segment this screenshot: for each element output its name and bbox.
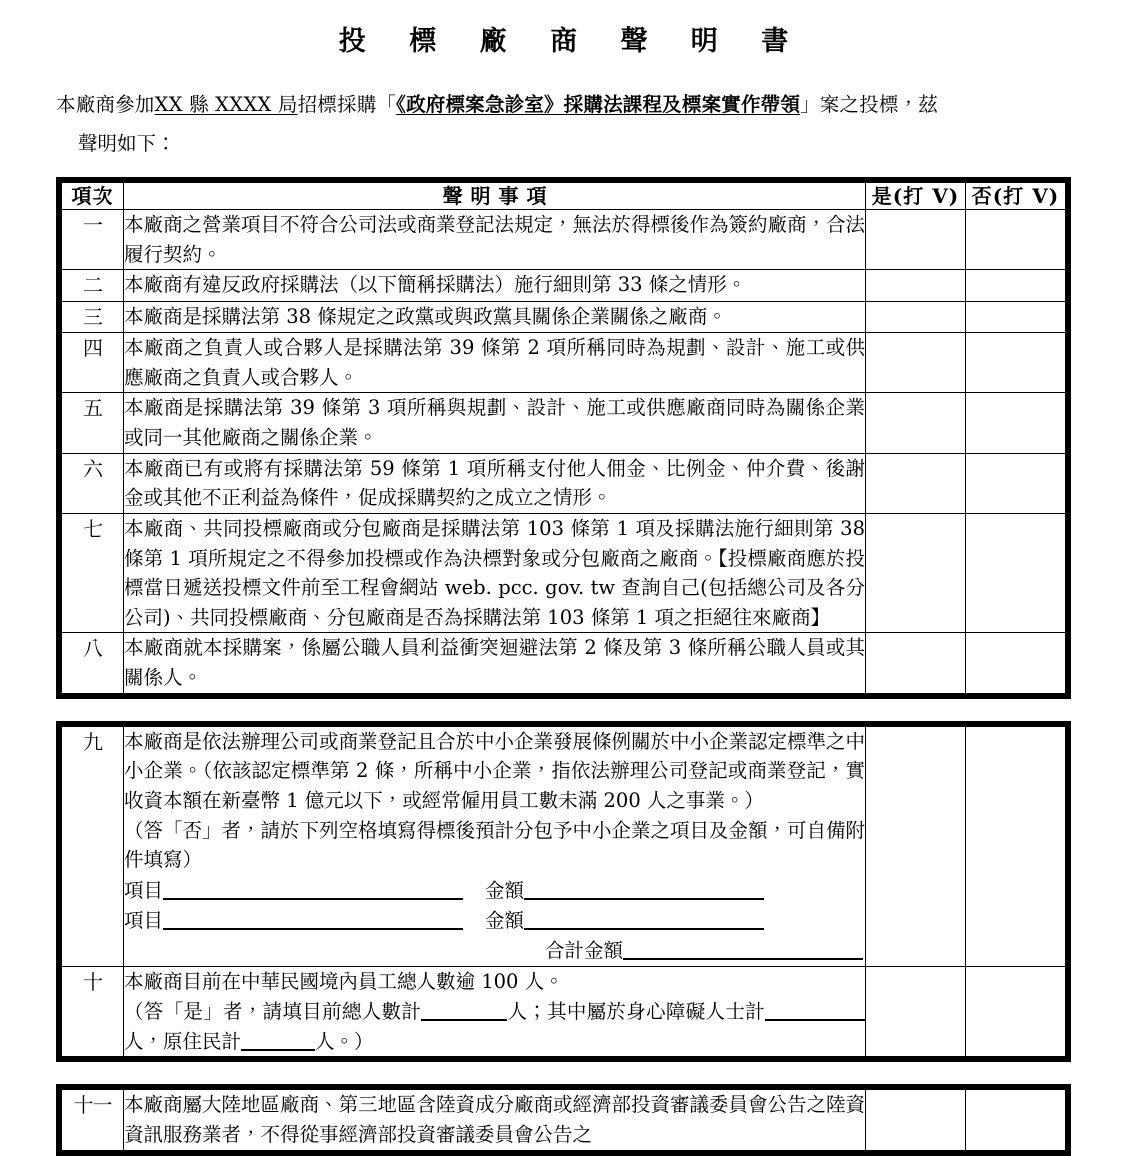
- header-no: 否(打 V): [966, 183, 1066, 210]
- checkbox-cell-no[interactable]: [966, 301, 1066, 332]
- blank-field-row-2: [124, 906, 865, 936]
- checkbox-cell-yes[interactable]: [866, 393, 966, 453]
- item-input-line-1[interactable]: [163, 898, 463, 900]
- declaration-table-2: [61, 726, 1066, 1058]
- row10-paragraph-2: [124, 997, 865, 1056]
- row-statement: 本廠商屬大陸地區廠商、第三地區含陸資成分廠商或經濟部投資審議委員會公告之陸資資訊服務業者，不得從事經濟部投資審議委員會公告之: [124, 1090, 866, 1150]
- declaration-table-block-2: [56, 721, 1071, 1063]
- table-row: [62, 453, 1066, 513]
- checkbox-cell-no[interactable]: [966, 210, 1066, 270]
- header-item-no: 項次: [62, 183, 124, 210]
- row-statement: 本廠商已有或將有採購法第 59 條第 1 項所稱支付他人佣金、比例金、仲介費、後謝金或其他不正利益為條件，促成採購契約之成立之情形。: [124, 453, 866, 513]
- row10-paragraph-1: 本廠商目前在中華民國境內員工總人數逾 100 人。: [124, 970, 564, 994]
- row10-text-d: 人。）: [315, 1029, 374, 1053]
- declaration-table-block-1: [56, 177, 1071, 699]
- table-row: [62, 301, 1066, 332]
- amount-label: 金額: [485, 878, 525, 902]
- checkbox-cell-no[interactable]: [966, 393, 1066, 453]
- checkbox-cell-yes[interactable]: [866, 633, 966, 693]
- row-no: 八: [62, 633, 124, 693]
- table-row: [62, 210, 1066, 270]
- amount-label: 金額: [485, 908, 525, 932]
- declaration-table-3: [61, 1089, 1066, 1150]
- row-statement: 本廠商之負責人或合夥人是採購法第 39 條第 2 項所稱同時為規劃、設計、施工或供應廠商之負責人或合夥人。: [124, 333, 866, 393]
- row-no: 十一: [62, 1090, 124, 1150]
- checkbox-cell-yes[interactable]: [866, 453, 966, 513]
- row-no: 四: [62, 333, 124, 393]
- row-no: 六: [62, 453, 124, 513]
- intro-suffix: 」案之投標，茲: [800, 93, 938, 117]
- total-amount-label: 合計金額: [544, 939, 623, 963]
- row10-text-c: 人，原住民計: [124, 1029, 242, 1053]
- row-no: 七: [62, 513, 124, 633]
- table-row: [62, 726, 1066, 967]
- document-page: [0, 24, 1127, 1156]
- amount-input-line-1[interactable]: [524, 898, 764, 900]
- item-input-line-2[interactable]: [163, 928, 463, 930]
- checkbox-cell-yes[interactable]: [866, 210, 966, 270]
- blank-field-row-1: [124, 876, 865, 906]
- row-statement: 本廠商就本採購案，係屬公職人員利益衝突迴避法第 2 條及第 3 條所稱公職人員或其關係人。: [124, 633, 866, 693]
- page-title: 投 標 廠 商 聲 明 書: [338, 26, 806, 57]
- checkbox-cell-no[interactable]: [966, 333, 1066, 393]
- intro-second-line: 聲明如下：: [78, 132, 176, 156]
- table-row: [62, 393, 1066, 453]
- header-yes: 是(打 V): [866, 183, 966, 210]
- amount-input-line-2[interactable]: [524, 928, 764, 930]
- row-statement: [124, 726, 866, 967]
- checkbox-cell-yes[interactable]: [866, 513, 966, 633]
- row10-text-b: 人；其中屬於身心障礙人士計: [507, 1000, 765, 1024]
- table-row: [62, 633, 1066, 693]
- table-row: [62, 967, 1066, 1057]
- row-no: 三: [62, 301, 124, 332]
- checkbox-cell-no[interactable]: [966, 1090, 1066, 1150]
- intro-mid: 招標採購「: [297, 93, 397, 117]
- row-statement: 本廠商是採購法第 38 條規定之政黨或與政黨具關係企業關係之廠商。: [124, 301, 866, 332]
- row-statement: 本廠商有違反政府採購法（以下簡稱採購法）施行細則第 33 條之情形。: [124, 270, 866, 301]
- checkbox-cell-no[interactable]: [966, 453, 1066, 513]
- checkbox-cell-yes[interactable]: [866, 726, 966, 967]
- checkbox-cell-yes[interactable]: [866, 270, 966, 301]
- checkbox-cell-yes[interactable]: [866, 333, 966, 393]
- row-no: 十: [62, 967, 124, 1057]
- checkbox-cell-yes[interactable]: [866, 967, 966, 1057]
- declaration-table-1: [61, 182, 1066, 694]
- indigenous-headcount-input[interactable]: [241, 1049, 315, 1051]
- checkbox-cell-yes[interactable]: [866, 301, 966, 332]
- row-statement: [124, 967, 866, 1057]
- item-label: 項目: [124, 908, 164, 932]
- table-header-row: [62, 183, 1066, 210]
- intro-paragraph: [56, 85, 1071, 124]
- disabled-headcount-input[interactable]: [765, 1019, 865, 1021]
- row10-text-a: （答「是」者，請填目前總人數計: [124, 1000, 422, 1024]
- row-no: 一: [62, 210, 124, 270]
- checkbox-cell-no[interactable]: [966, 726, 1066, 967]
- checkbox-cell-no[interactable]: [966, 270, 1066, 301]
- total-amount-input-line[interactable]: [623, 958, 863, 960]
- row9-blank-fields: [124, 876, 865, 967]
- row-statement: 本廠商之營業項目不符合公司法或商業登記法規定，無法於得標後作為簽約廠商，合法履行契約。: [124, 210, 866, 270]
- row-statement: 本廠商、共同投標廠商或分包廠商是採購法第 103 條第 1 項及採購法施行細則第 38 條第 1 項所規定之不得參加投標或作為決標對象或分包廠商之廠商。【投標廠商應於投標當日遞送投標文件前至工程會網站 web. pcc. gov. tw 查詢自己(包括總公司及各分公司)、共同投標廠商、分包廠商是否為採購法第 103 條第 1 項之拒絕往來廠商】: [124, 513, 866, 633]
- total-headcount-input[interactable]: [421, 1019, 507, 1021]
- table-row: [62, 270, 1066, 301]
- intro-prefix: 本廠商參加: [56, 93, 155, 117]
- table-row: [62, 513, 1066, 633]
- row9-paragraph-2: （答「否」者，請於下列空格填寫得標後預計分包予中小企業之項目及金額，可自備附件填寫）: [124, 818, 866, 872]
- declaration-table-block-3: [56, 1084, 1071, 1155]
- checkbox-cell-no[interactable]: [966, 513, 1066, 633]
- blank-field-row-total: [124, 936, 865, 966]
- checkbox-cell-yes[interactable]: [866, 1090, 966, 1150]
- row9-paragraph-1: 本廠商是依法辦理公司或商業登記且合於中小企業發展條例關於中小企業認定標準之中小企業。（依該認定標準第 2 條，所稱中小企業，指依法辦理公司登記或商業登記，實收資本額在新臺幣 1 億元以下，或經常僱用員工數未滿 200 人之事業。）: [124, 729, 866, 812]
- table-row: [62, 333, 1066, 393]
- intro-project-name: 《政府標案急診室》採購法課程及標案實作帶領: [396, 93, 801, 117]
- row-no: 二: [62, 270, 124, 301]
- checkbox-cell-no[interactable]: [966, 967, 1066, 1057]
- row-no: 五: [62, 393, 124, 453]
- row-no: 九: [62, 726, 124, 967]
- intro-agency: XX 縣 XXXX 局: [154, 93, 298, 117]
- checkbox-cell-no[interactable]: [966, 633, 1066, 693]
- header-statement: 聲明事項: [124, 183, 866, 210]
- item-label: 項目: [124, 878, 164, 902]
- row-statement: 本廠商是採購法第 39 條第 3 項所稱與規劃、設計、施工或供應廠商同時為關係企業或同一其他廠商之關係企業。: [124, 393, 866, 453]
- table-row: [62, 1090, 1066, 1150]
